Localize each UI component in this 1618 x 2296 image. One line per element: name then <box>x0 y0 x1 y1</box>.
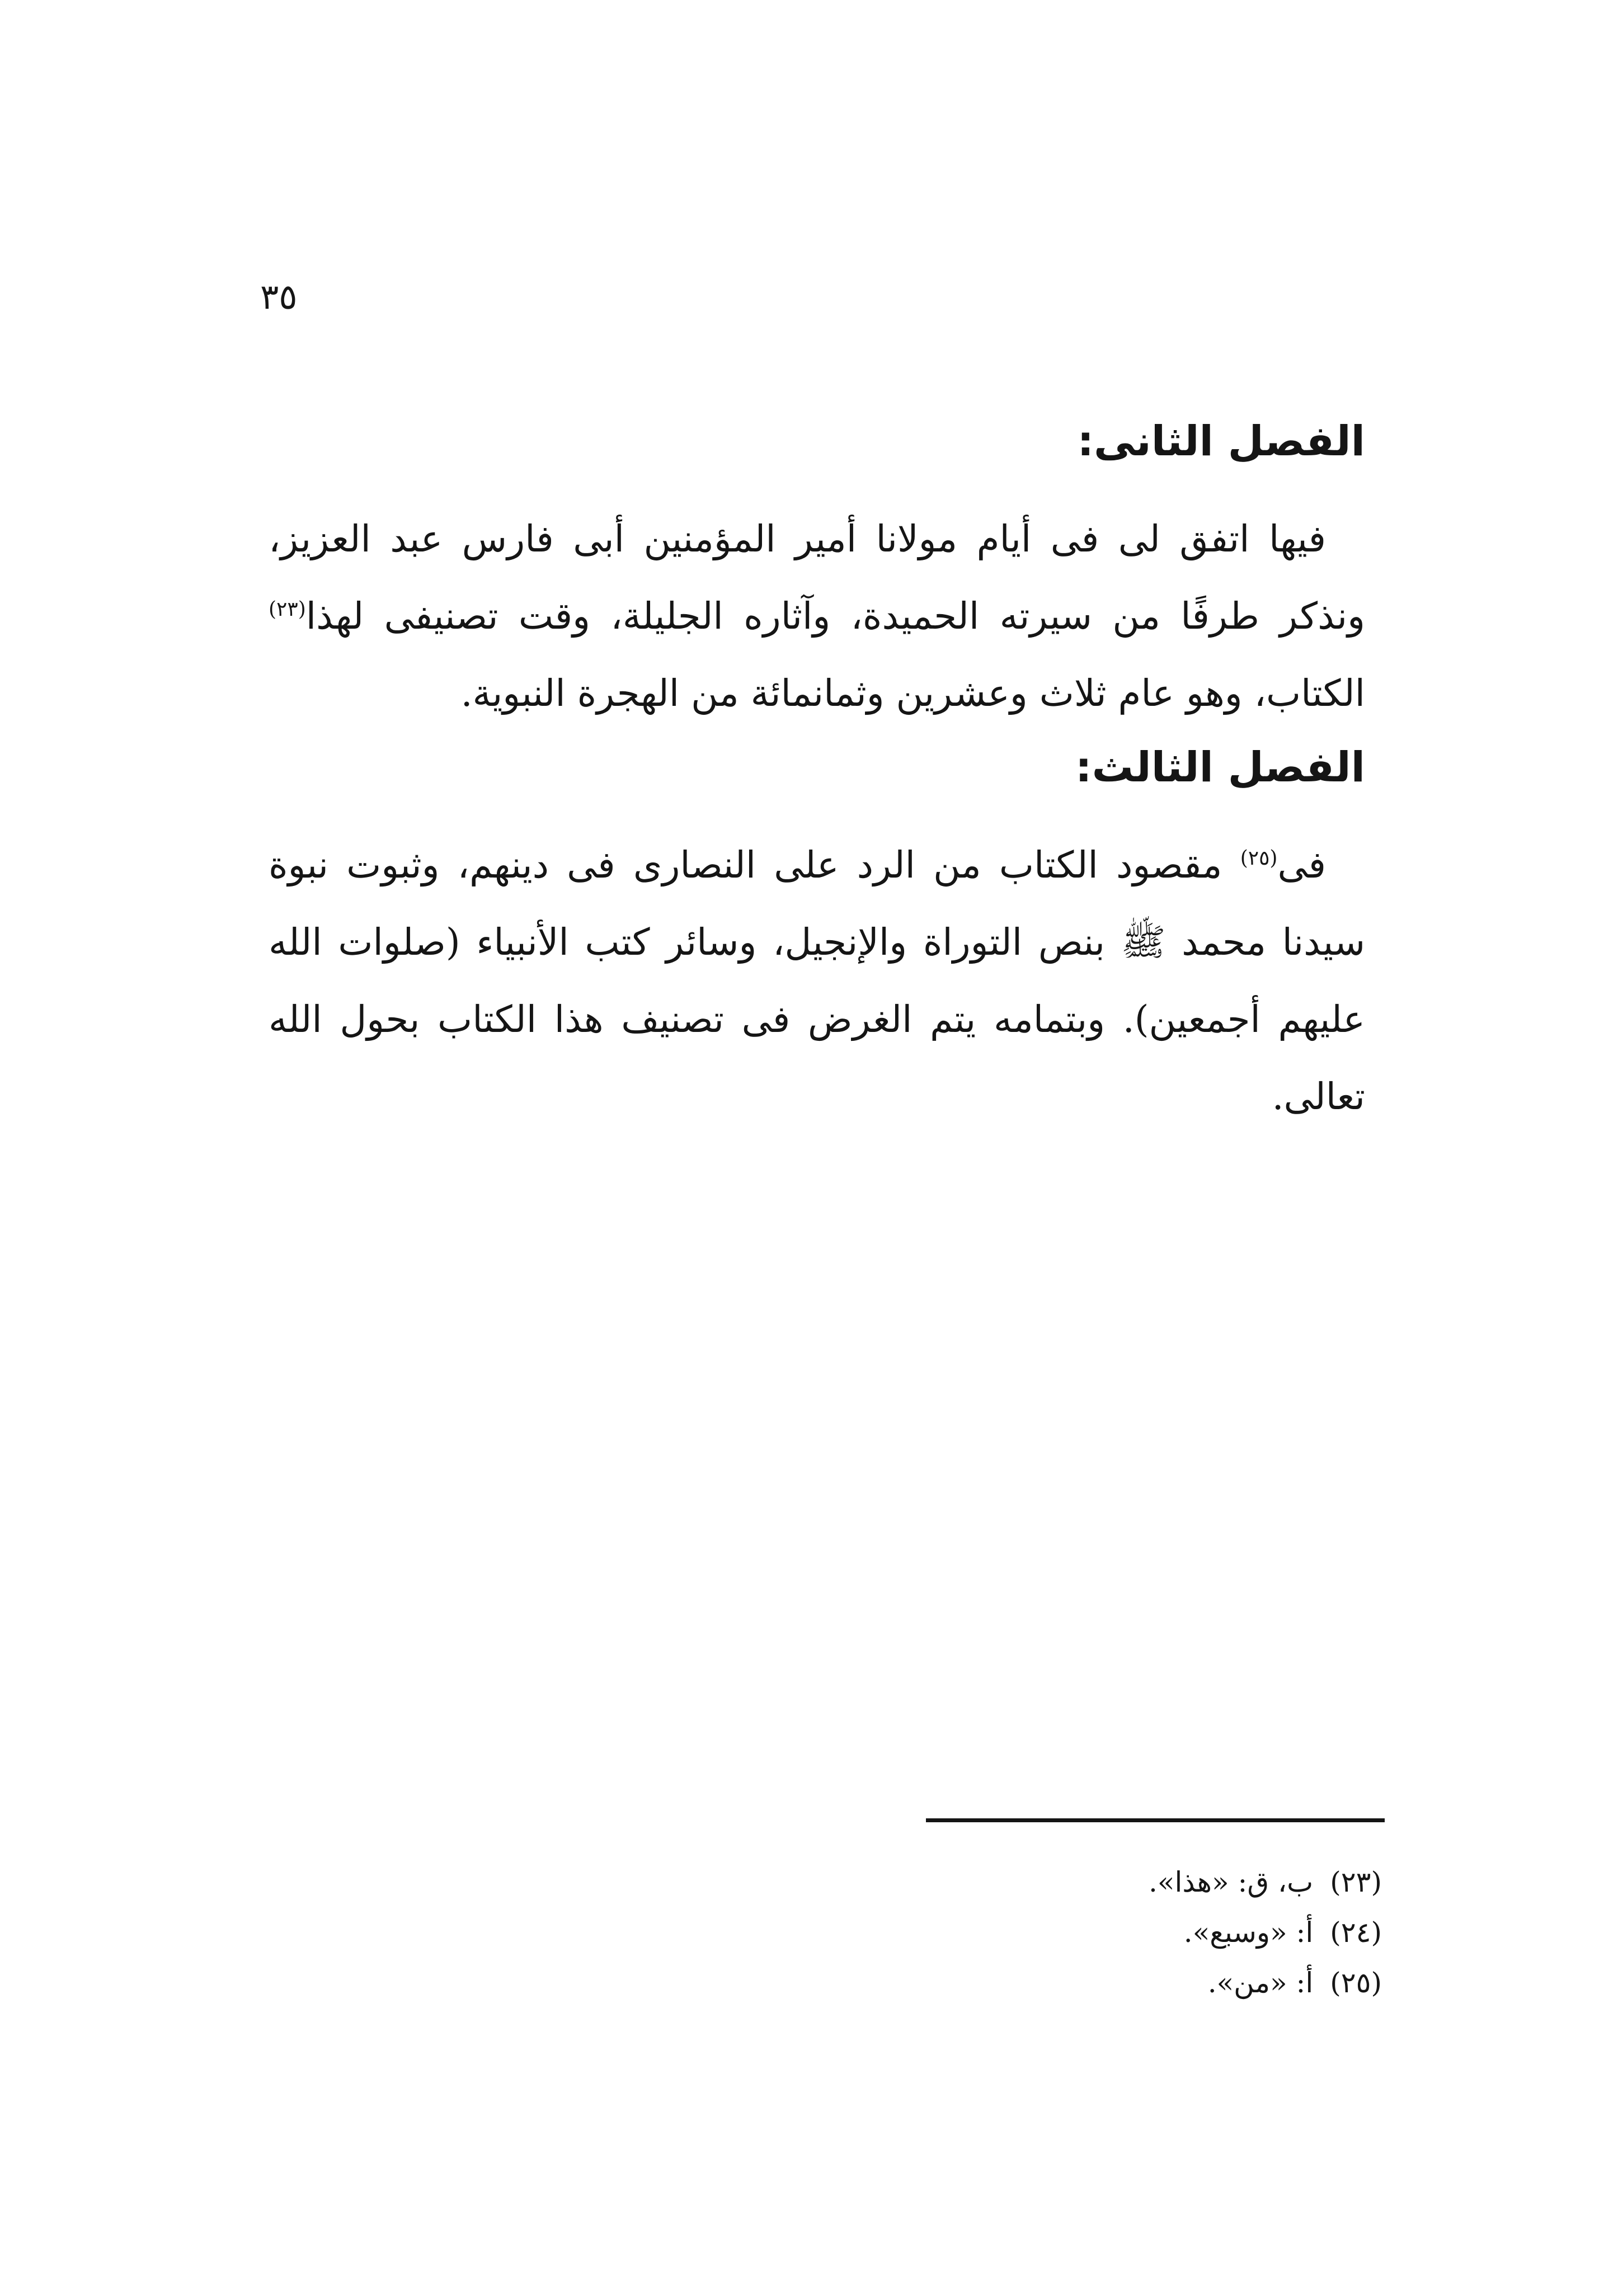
footnote-text: أ: «وسبع». <box>1183 1916 1314 1949</box>
footnote-text: ب، ق: «هذا». <box>1149 1866 1314 1898</box>
section-paragraph-2 <box>269 501 1365 732</box>
footnote-text: أ: «من». <box>1207 1967 1314 1999</box>
footnote-number: (٢٤) <box>1330 1916 1382 1949</box>
section-heading-3: الفصل الثالث: <box>1075 743 1365 791</box>
footnote-ref-23: (٢٣) <box>269 598 306 621</box>
footnotes <box>895 1857 1382 2008</box>
footnote-number: (٢٥) <box>1330 1967 1382 1999</box>
footnote-24 <box>895 1907 1382 1958</box>
paragraph-text: فى <box>1277 843 1327 887</box>
section-paragraph-3 <box>269 827 1365 1135</box>
footnote-23 <box>895 1857 1382 1907</box>
paragraph-text: مقصود الكتاب من الرد على النصارى فى دينهم، وثبوت نبوة سيدنا محمد ﷺ بنص التوراة والإنجيل، وسائر كتب الأنبياء (صلوات الله عليهم أجمعين). وبتمامه يتم الغرض فى تصنيف هذا الكتاب بحول الله تعالى. <box>269 843 1365 1118</box>
page-number: ٣٥ <box>260 276 298 317</box>
section-heading-2: الفصل الثانى: <box>1077 417 1365 465</box>
paragraph-text: فيها اتفق لى فى أيام مولانا أمير المؤمنين أبى فارس عبد العزيز، ونذكر طرفًا من سيرته الحميدة، وآثاره الجليلة، وقت تصنيفى لهذا <box>269 517 1365 638</box>
paragraph-text: الكتاب، وهو عام ثلاث وعشرين وثمانمائة من الهجرة النبوية. <box>460 672 1365 715</box>
footnote-divider <box>926 1818 1385 1822</box>
footnote-ref-25: (٢٥) <box>1240 847 1278 870</box>
footnote-25 <box>895 1958 1382 2008</box>
footnote-number: (٢٣) <box>1330 1866 1382 1898</box>
